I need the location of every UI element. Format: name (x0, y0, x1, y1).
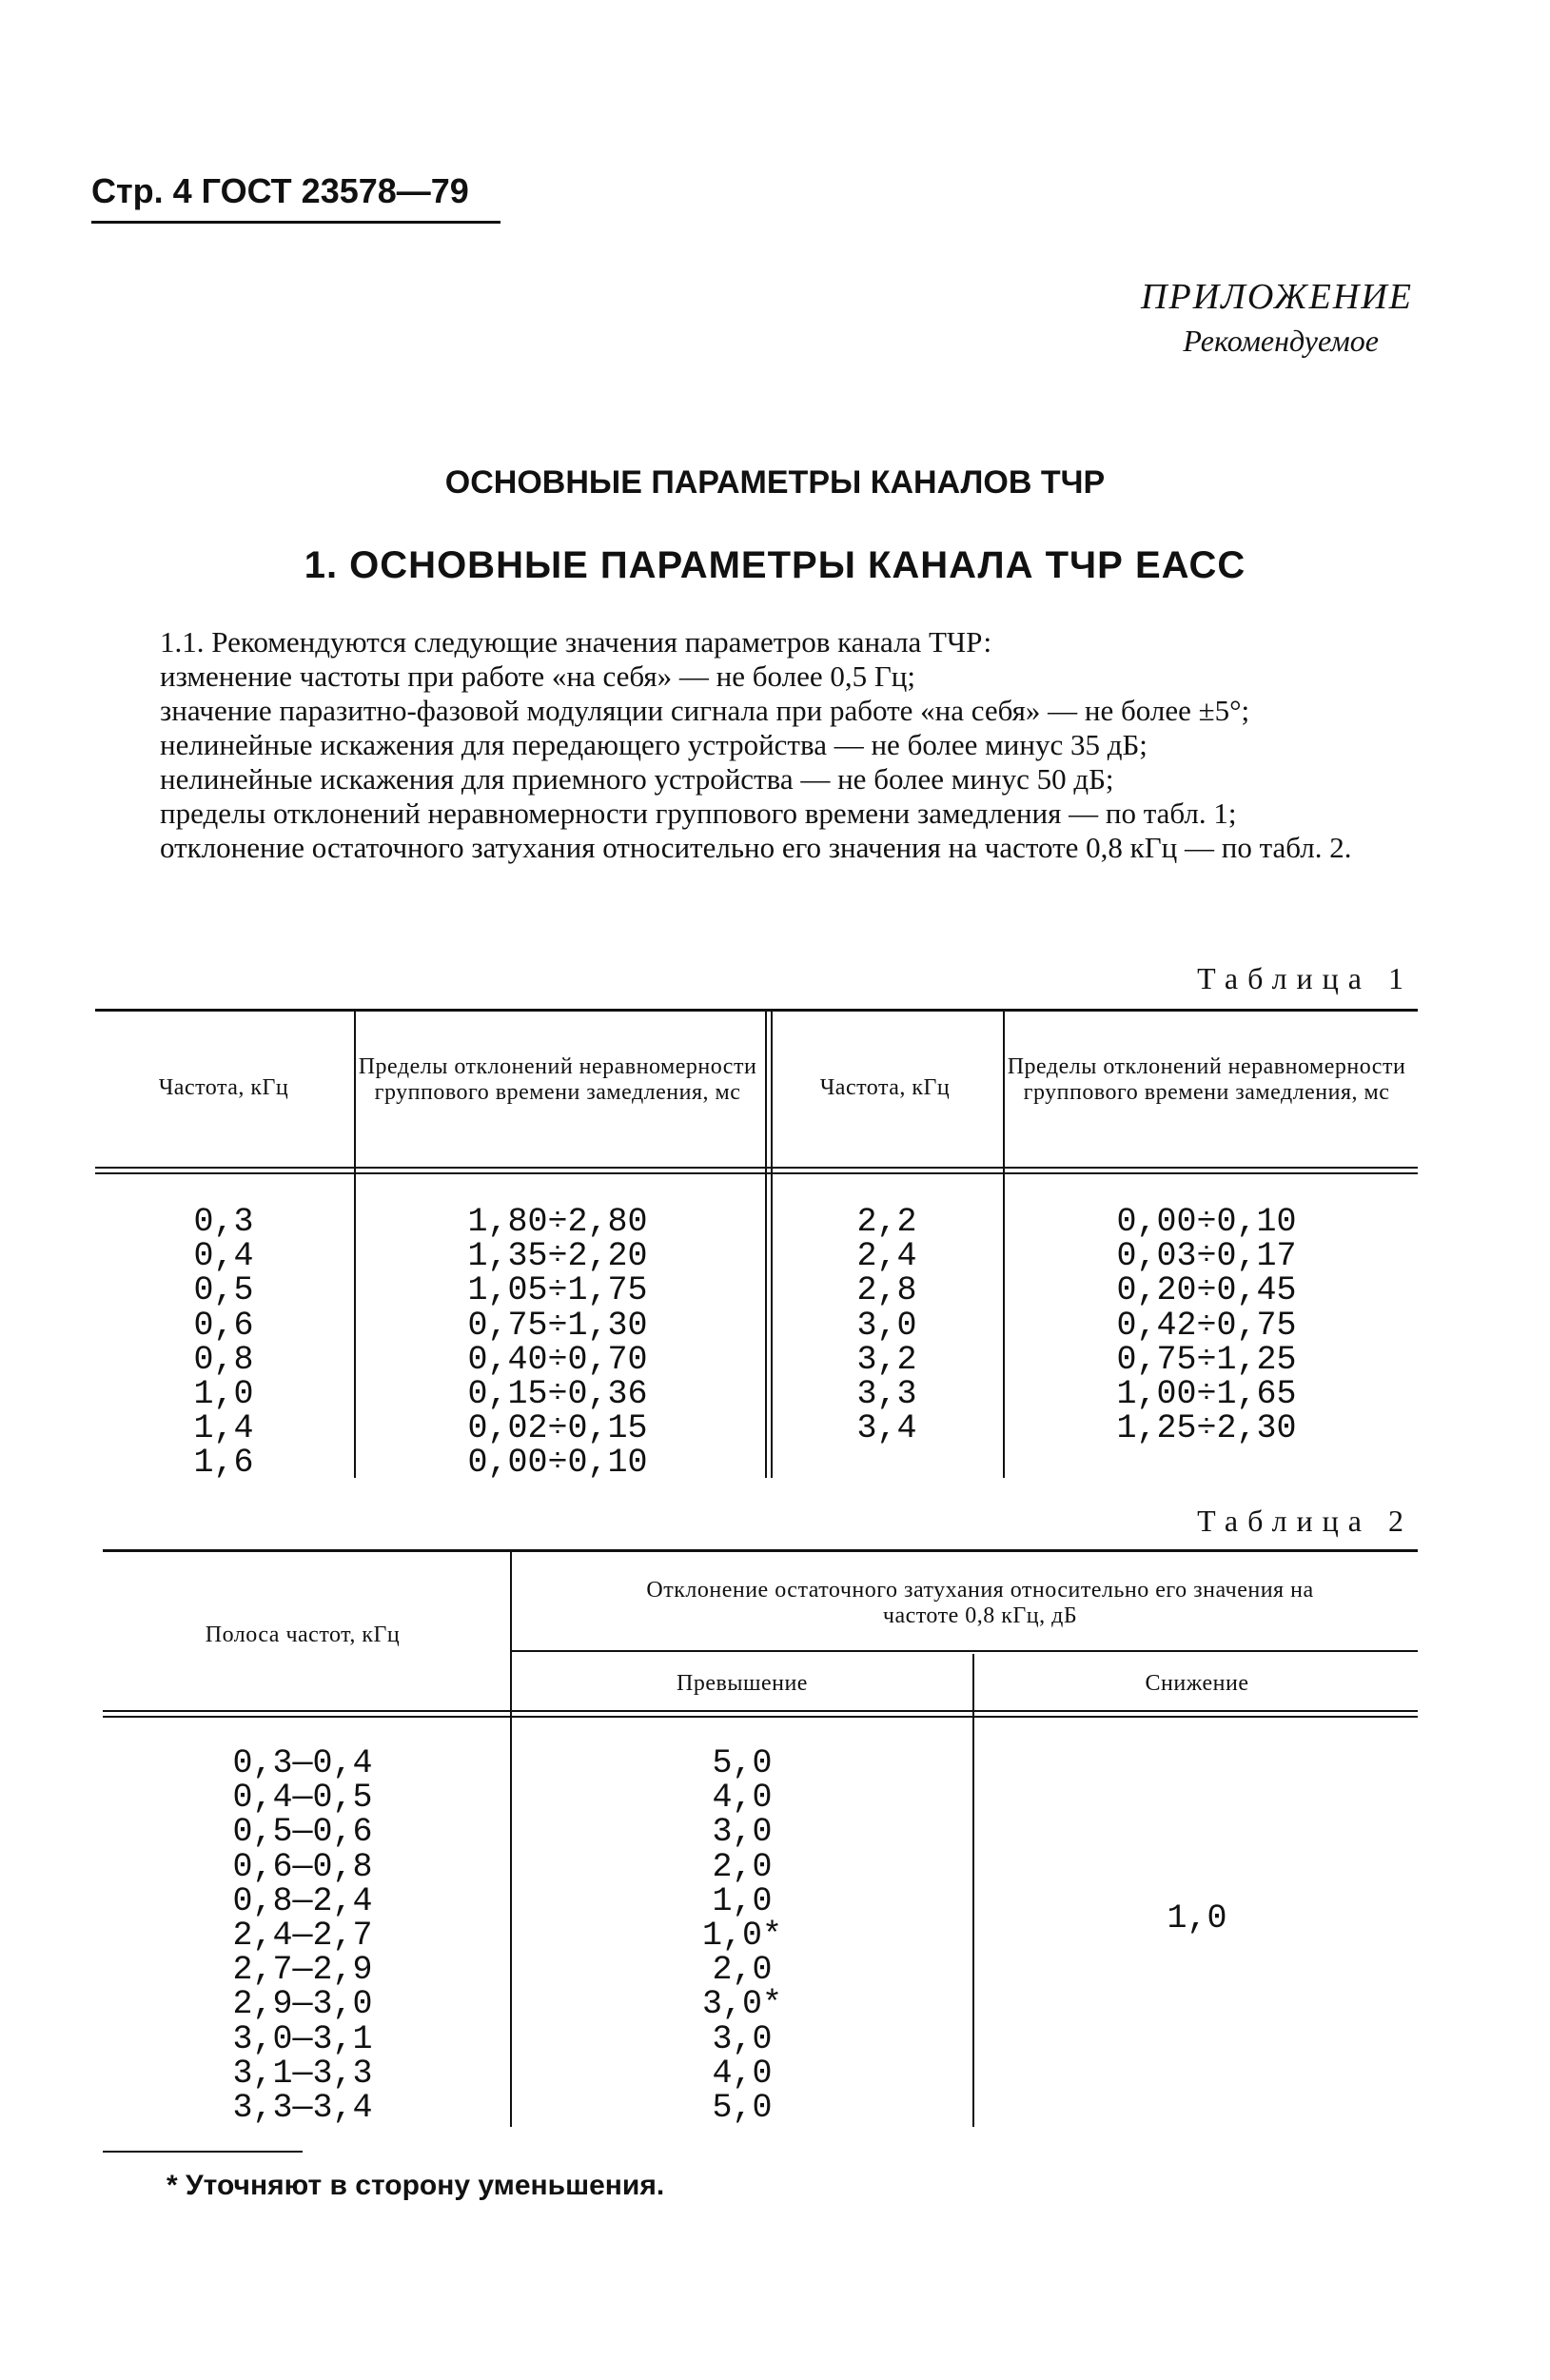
table1-cell-freq: 0,8 (193, 1340, 254, 1379)
table1-cell-limits: 0,20÷0,45 (1116, 1271, 1297, 1310)
table1-cell-limits: 0,00÷0,10 (1116, 1203, 1297, 1241)
table1-col-freq-left: Частота, кГц (158, 1075, 289, 1100)
paragraph: пределы отклонений неравномерности группового времени замедления — по табл. 1; (160, 797, 1237, 830)
table2-col-decrease: Снижение (1145, 1671, 1249, 1696)
table1-header-rule (95, 1172, 1418, 1174)
footnote-rule (103, 2151, 303, 2153)
table1-cell-limits: 0,40÷0,70 (467, 1340, 648, 1379)
table1-col-freq-right: Частота, кГц (819, 1075, 951, 1100)
page-header: Стр. 4 ГОСТ 23578—79 (91, 171, 469, 210)
table1-cell-limits: 1,35÷2,20 (467, 1237, 648, 1276)
table1-cell-freq: 0,3 (193, 1203, 254, 1241)
table1-left-limits-column (358, 1205, 757, 1481)
paragraph: изменение частоты при работе «на себя» — не более 0,5 Гц; (160, 659, 915, 693)
appendix-status: Рекомендуемое (1183, 324, 1379, 358)
table1-right-freq-column (773, 1205, 1001, 1446)
table1-cell-freq: 0,4 (193, 1237, 254, 1276)
table1-cell-limits: 1,05÷1,75 (467, 1271, 648, 1310)
table2-cell-band: 0,3—0,4 (232, 1744, 373, 1782)
table2-cell-band: 3,3—3,4 (232, 2089, 373, 2128)
table1-cell-freq: 3,0 (856, 1306, 917, 1345)
table1-cell-freq: 2,8 (856, 1271, 917, 1310)
table2-col-excess: Превышение (677, 1671, 808, 1696)
table2-bands-column (103, 1744, 502, 2128)
table1-caption: Таблица 1 (1197, 961, 1413, 995)
table1-cell-freq: 0,6 (193, 1306, 254, 1345)
table2-cell-band: 2,9—3,0 (232, 1985, 373, 2024)
table2-header-rule (103, 1716, 1418, 1718)
table1-divider (1003, 1012, 1005, 1478)
table1-cell-limits: 0,02÷0,15 (467, 1409, 648, 1448)
table1-col-limits-left: Пределы отклонений неравномерности группового времени замедления, мс (358, 1054, 757, 1105)
table1-cell-limits: 0,15÷0,36 (467, 1375, 648, 1414)
table2-cell-excess: 5,0 (712, 2089, 773, 2128)
body-text (91, 625, 1414, 865)
table2-cell-band: 0,8—2,4 (232, 1881, 373, 1920)
table1-cell-limits: 0,75÷1,30 (467, 1306, 648, 1345)
appendix-label: ПРИЛОЖЕНИЕ (1141, 277, 1413, 317)
table1-divider (765, 1012, 767, 1478)
table2-caption: Таблица 2 (1197, 1504, 1413, 1538)
table1-cell-limits: 1,80÷2,80 (467, 1203, 648, 1241)
table1-header-rule (95, 1167, 1418, 1169)
table2-cell-band: 0,4—0,5 (232, 1779, 373, 1818)
table1-right-limits-column (1007, 1205, 1406, 1446)
table1-cell-freq: 1,0 (193, 1375, 254, 1414)
table2-cell-excess: 5,0 (712, 1744, 773, 1782)
table1-cell-freq: 0,5 (193, 1271, 254, 1310)
table2-cell-excess: 3,0 (712, 1813, 773, 1852)
header-rule (91, 221, 500, 224)
table1-left-freq-column (95, 1205, 352, 1481)
table2-col-band: Полоса частот, кГц (205, 1623, 401, 1647)
table2-decrease-value: 1,0 (1167, 1899, 1227, 1937)
paragraph: отклонение остаточного затухания относительно его значения на частоте 0,8 кГц — по табл. 2. (160, 831, 1352, 864)
paragraph: значение паразитно-фазовой модуляции сигнала при работе «на себя» — не более ±5°; (160, 694, 1250, 727)
table2-cell-excess: 1,0 (712, 1881, 773, 1920)
table1-cell-limits: 1,00÷1,65 (1116, 1375, 1297, 1414)
table2-cell-band: 3,0—3,1 (232, 2019, 373, 2058)
table1-cell-limits: 0,42÷0,75 (1116, 1306, 1297, 1345)
table1-cell-limits: 0,00÷0,10 (467, 1444, 648, 1483)
table1-cell-freq: 3,2 (856, 1340, 917, 1379)
table2-col-deviation: Отклонение остаточного затухания относительно его значения на частоте 0,8 кГц, дБ (646, 1578, 1314, 1628)
paragraph: нелинейные искажения для приемного устройства — не более минус 50 дБ; (160, 762, 1114, 796)
section-title: 1. ОСНОВНЫЕ ПАРАМЕТРЫ КАНАЛА ТЧР ЕАСС (304, 544, 1246, 586)
table1-cell-freq: 1,6 (193, 1444, 254, 1483)
table1-cell-limits: 0,75÷1,25 (1116, 1340, 1297, 1379)
table1-cell-freq: 2,4 (856, 1237, 917, 1276)
table2-cell-band: 2,4—2,7 (232, 1917, 373, 1956)
paragraph: нелинейные искажения для передающего устройства — не более минус 35 дБ; (160, 728, 1148, 761)
table2-excess-column (512, 1744, 972, 2128)
table2-divider (972, 1654, 974, 2127)
table1-cell-freq: 2,2 (856, 1203, 917, 1241)
table1-divider (354, 1012, 356, 1478)
table1-cell-freq: 1,4 (193, 1409, 254, 1448)
main-title: ОСНОВНЫЕ ПАРАМЕТРЫ КАНАЛОВ ТЧР (444, 464, 1106, 501)
table2-cell-excess: 3,0 (712, 2019, 773, 2058)
table2-cell-excess: 2,0 (712, 1847, 773, 1886)
table2-cell-band: 0,6—0,8 (232, 1847, 373, 1886)
table2-cell-band: 3,1—3,3 (232, 2054, 373, 2093)
table1-col-limits-right: Пределы отклонений неравномерности группового времени замедления, мс (1007, 1054, 1406, 1105)
table2-top-rule (103, 1549, 1418, 1552)
paragraph: 1.1. Рекомендуются следующие значения параметров канала ТЧР: (160, 625, 992, 659)
table2-subheader-rule (512, 1650, 1418, 1652)
table2-cell-excess: 4,0 (712, 1779, 773, 1818)
table2-cell-band: 0,5—0,6 (232, 1813, 373, 1852)
table1-cell-limits: 0,03÷0,17 (1116, 1237, 1297, 1276)
table1-top-rule (95, 1009, 1418, 1012)
table2-header-rule (103, 1710, 1418, 1712)
table2-cell-excess: 2,0 (712, 1951, 773, 1990)
table1-cell-freq: 3,4 (856, 1409, 917, 1448)
table1-cell-limits: 1,25÷2,30 (1116, 1409, 1297, 1448)
table2-cell-excess: 1,0* (701, 1917, 782, 1956)
table2-cell-excess: 4,0 (712, 2054, 773, 2093)
table2-cell-excess: 3,0* (701, 1985, 782, 2024)
table1-cell-freq: 3,3 (856, 1375, 917, 1414)
footnote: * Уточняют в сторону уменьшения. (167, 2170, 665, 2201)
table2-cell-band: 2,7—2,9 (232, 1951, 373, 1990)
